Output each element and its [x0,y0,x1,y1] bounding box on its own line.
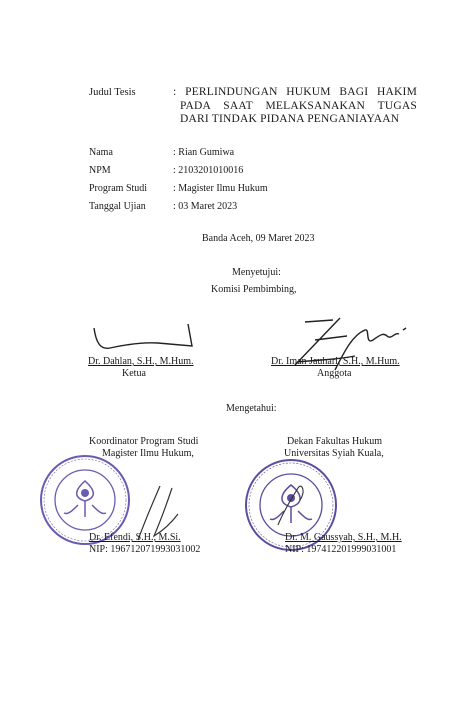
official-1-subtitle: Magister Ilmu Hukum, [102,448,194,459]
thesis-title-line-2: PADA SAAT MELAKSANAKAN TUGAS [180,99,417,112]
supervisor-2-name: Dr. Iman Jauhari, S.H., M.Hum. [271,356,400,367]
official-2-subtitle: Universitas Syiah Kuala, [284,448,384,459]
info-value-nama: : Rian Gumiwa [173,147,235,158]
info-value-exam-date: : 03 Maret 2023 [173,201,238,212]
info-value-program: : Magister Ilmu Hukum [173,183,268,194]
committee-label: Komisi Pembimbing, [211,284,297,295]
signature-dekan [268,470,318,530]
supervisor-1-name: Dr. Dahlan, S.H., M.Hum. [88,356,194,367]
official-1-name: Dr. Efendi, S.H., M.Si. [89,532,181,543]
thesis-title-line-1: : PERLINDUNGAN HUKUM BAGI HAKIM [173,86,417,98]
place-date: Banda Aceh, 09 Maret 2023 [202,233,315,244]
supervisor-2-role: Anggota [317,368,352,379]
official-2-title: Dekan Fakultas Hukum [287,436,382,447]
signature-ketua [88,318,198,358]
info-label-program: Program Studi [89,183,148,194]
official-1-nip: NIP: 196712071993031002 [89,544,201,555]
supervisor-1-role: Ketua [122,368,146,379]
official-1-title: Koordinator Program Studi [89,436,199,447]
thesis-title-label: Judul Tesis [89,87,136,98]
info-label-exam-date: Tanggal Ujian [89,201,146,212]
info-label-npm: NPM [89,165,111,176]
official-2-nip: NIP: 197412201999031001 [285,544,397,555]
info-label-nama: Nama [89,147,113,158]
acknowledged-heading: Mengetahui: [226,403,277,414]
thesis-title-line-3: DARI TINDAK PIDANA PENGANIAYAAN [180,113,400,125]
thesis-title [173,86,417,127]
official-2-name: Dr. M. Gaussyah, S.H., M.H. [285,532,402,543]
info-value-npm: : 2103201010016 [173,165,244,176]
approval-heading: Menyetujui: [232,267,281,278]
